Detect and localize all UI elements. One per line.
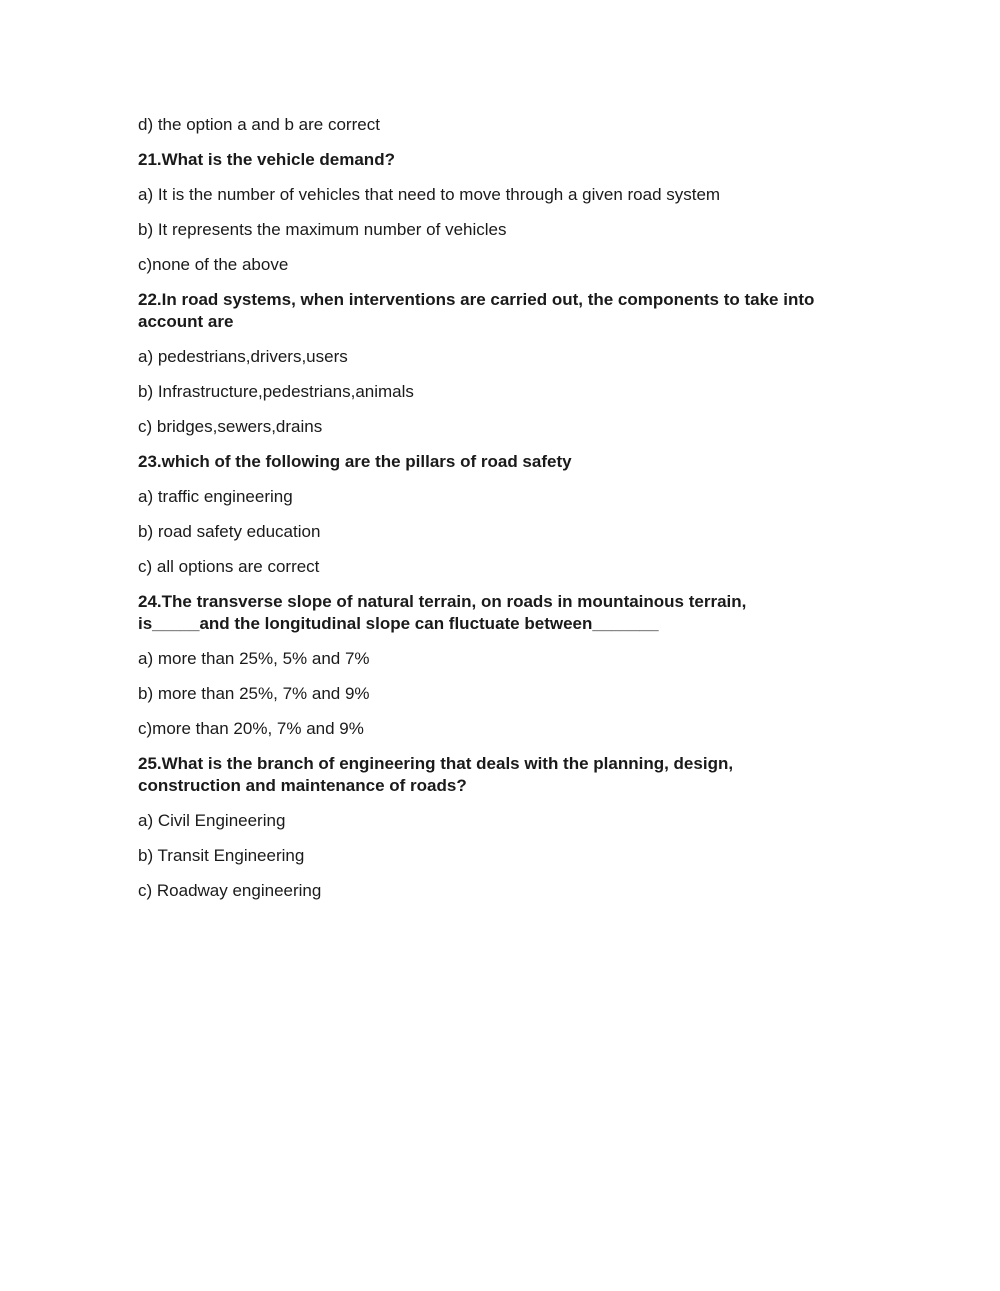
answer-option-21a: a) It is the number of vehicles that need to move through a given road system (138, 185, 721, 204)
answer-option-23a: a) traffic engineering (138, 487, 293, 506)
answer-option-24a: a) more than 25%, 5% and 7% (138, 649, 370, 668)
answer-option-21c: c)none of the above (138, 255, 289, 274)
question-23: 23.which of the following are the pillars of road safety (138, 452, 572, 471)
question-22: 22.In road systems, when interventions are carried out, the components to take into account are (138, 290, 815, 331)
answer-option-25b: b) Transit Engineering (138, 846, 305, 865)
question-21: 21.What is the vehicle demand? (138, 150, 395, 169)
answer-option-25a: a) Civil Engineering (138, 811, 286, 830)
question-24: 24.The transverse slope of natural terrain, on roads in mountainous terrain, is_____and the longitudinal slope can fluctuate between_______ (138, 592, 747, 633)
answer-option-24b: b) more than 25%, 7% and 9% (138, 684, 370, 703)
answer-option-23b: b) road safety education (138, 522, 321, 541)
quiz-content (138, 114, 878, 915)
answer-option-22c: c) bridges,sewers,drains (138, 417, 323, 436)
answer-option-20d: d) the option a and b are correct (138, 115, 380, 134)
answer-option-22a: a) pedestrians,drivers,users (138, 347, 348, 366)
answer-option-24c: c)more than 20%, 7% and 9% (138, 719, 364, 738)
question-25: 25.What is the branch of engineering that deals with the planning, design, construction and maintenance of roads? (138, 754, 734, 795)
answer-option-22b: b) Infrastructure,pedestrians,animals (138, 382, 414, 401)
answer-option-25c: c) Roadway engineering (138, 881, 322, 900)
answer-option-21b: b) It represents the maximum number of vehicles (138, 220, 507, 239)
answer-option-23c: c) all options are correct (138, 557, 320, 576)
